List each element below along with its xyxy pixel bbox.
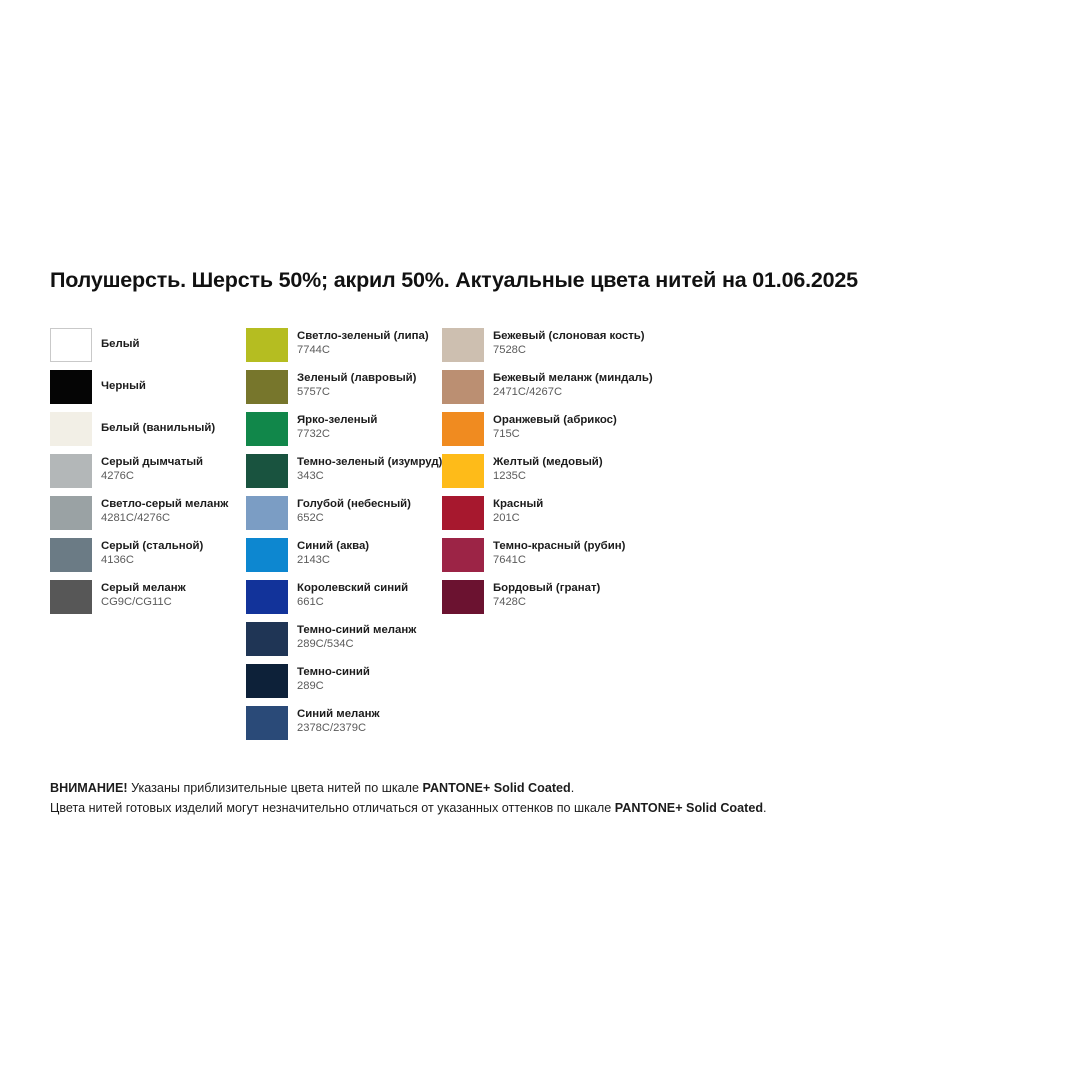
color-chip	[246, 706, 288, 740]
swatch-labels	[101, 371, 251, 393]
swatch-name: Оранжевый (абрикос)	[493, 414, 617, 426]
swatch-name: Серый (стальной)	[101, 540, 204, 552]
swatch-name: Темно-синий меланж	[297, 624, 417, 636]
footer-line-2: Цвета нитей готовых изделий могут незначительно отличаться от указанных оттенков по шкале PANTONE+ Solid Coated.	[50, 801, 767, 815]
swatch-labels	[101, 539, 251, 567]
color-chip	[246, 622, 288, 656]
swatch-name: Синий (аква)	[297, 540, 370, 552]
swatch-labels	[101, 455, 251, 483]
color-chip	[50, 454, 92, 488]
swatch-labels	[297, 371, 447, 399]
color-chip	[442, 538, 484, 572]
swatch-labels	[493, 371, 653, 399]
swatch-labels	[297, 665, 447, 693]
swatch-pantone-code: 4276C	[101, 470, 134, 482]
swatch-pantone-code: CG9C/CG11C	[101, 596, 172, 608]
color-chip	[50, 370, 92, 404]
swatch-name: Серый дымчатый	[101, 456, 204, 468]
swatch-name: Бежевый меланж (миндаль)	[493, 372, 653, 384]
swatch-pantone-code: 343C	[297, 470, 324, 482]
color-chip	[246, 496, 288, 530]
swatch-labels	[297, 413, 447, 441]
color-chip	[442, 580, 484, 614]
swatch-pantone-code: 289C	[297, 680, 324, 692]
swatch-name: Ярко-зеленый	[297, 414, 378, 426]
color-chip	[442, 496, 484, 530]
color-chip	[50, 496, 92, 530]
color-chip	[50, 328, 92, 362]
swatch-labels	[101, 497, 251, 525]
swatch-name: Светло-серый меланж	[101, 498, 229, 510]
swatch-labels	[493, 581, 643, 609]
swatch-labels	[297, 539, 447, 567]
swatch-name: Красный	[493, 498, 544, 510]
swatch-pantone-code: 7428C	[493, 596, 526, 608]
color-chip	[442, 412, 484, 446]
color-chip	[442, 328, 484, 362]
swatch-name: Бордовый (гранат)	[493, 582, 601, 594]
swatch-pantone-code: 715C	[493, 428, 520, 440]
swatch-pantone-code: 7744C	[297, 344, 330, 356]
swatch-labels	[493, 455, 643, 483]
swatch-pantone-code: 289C/534C	[297, 638, 354, 650]
swatch-name: Темно-синий	[297, 666, 370, 678]
swatch-labels	[493, 497, 643, 525]
swatch-pantone-code: 2471C/4267C	[493, 386, 563, 398]
swatch-name: Синий меланж	[297, 708, 380, 720]
swatch-pantone-code: 201C	[493, 512, 520, 524]
color-chip	[50, 412, 92, 446]
swatch-name: Голубой (небесный)	[297, 498, 411, 510]
swatch-pantone-code: 5757C	[297, 386, 330, 398]
color-chip	[50, 580, 92, 614]
swatch-pantone-code: 4136C	[101, 554, 134, 566]
color-chip	[246, 412, 288, 446]
color-chip	[50, 538, 92, 572]
pantone-scale-name: PANTONE+ Solid Coated	[422, 781, 571, 795]
swatch-labels	[297, 329, 447, 357]
color-chip	[246, 580, 288, 614]
swatch-name: Зеленый (лавровый)	[297, 372, 417, 384]
swatch-labels	[493, 329, 643, 357]
swatch-pantone-code: 2143C	[297, 554, 330, 566]
swatch-labels	[493, 413, 643, 441]
color-chip	[442, 370, 484, 404]
color-chip	[442, 454, 484, 488]
swatch-labels	[297, 455, 447, 483]
swatch-labels	[101, 413, 251, 435]
swatch-labels	[297, 707, 447, 735]
swatch-pantone-code: 7528C	[493, 344, 526, 356]
swatch-labels	[297, 623, 447, 651]
swatch-pantone-code: 4281C/4276C	[101, 512, 171, 524]
swatch-labels	[297, 581, 447, 609]
pantone-scale-name: PANTONE+ Solid Coated	[614, 801, 764, 815]
swatch-name: Желтый (медовый)	[493, 456, 603, 468]
swatch-pantone-code: 1235C	[493, 470, 526, 482]
footer-line-1: ВНИМАНИЕ! Указаны приблизительные цвета нитей по шкале PANTONE+ Solid Coated.	[50, 781, 575, 795]
color-chip	[246, 664, 288, 698]
swatch-pantone-code: 7732C	[297, 428, 330, 440]
swatch-pantone-code: 7641C	[493, 554, 526, 566]
swatch-name: Черный	[101, 380, 146, 392]
attention-label: ВНИМАНИЕ!	[50, 781, 128, 795]
swatch-labels	[297, 497, 447, 525]
swatch-pantone-code: 661C	[297, 596, 324, 608]
color-chip	[246, 370, 288, 404]
swatch-name: Королевский синий	[297, 582, 409, 594]
swatch-name: Белый (ванильный)	[101, 422, 216, 434]
swatch-pantone-code: 652C	[297, 512, 324, 524]
swatch-name: Белый	[101, 338, 140, 350]
page-title: Полушерсть. Шерсть 50%; акрил 50%. Актуальные цвета нитей на 01.06.2025	[50, 268, 858, 292]
swatch-labels	[493, 539, 643, 567]
swatch-name: Бежевый (слоновая кость)	[493, 330, 645, 342]
swatch-name: Светло-зеленый (липа)	[297, 330, 429, 342]
swatch-labels	[101, 329, 251, 351]
color-chip	[246, 328, 288, 362]
swatch-labels	[101, 581, 251, 609]
footer-notes	[50, 778, 990, 818]
color-chip	[246, 454, 288, 488]
swatch-name: Темно-зеленый (изумруд)	[297, 456, 443, 468]
color-chip	[246, 538, 288, 572]
swatch-pantone-code: 2378C/2379C	[297, 722, 367, 734]
swatch-name: Серый меланж	[101, 582, 186, 594]
swatch-name: Темно-красный (рубин)	[493, 540, 626, 552]
